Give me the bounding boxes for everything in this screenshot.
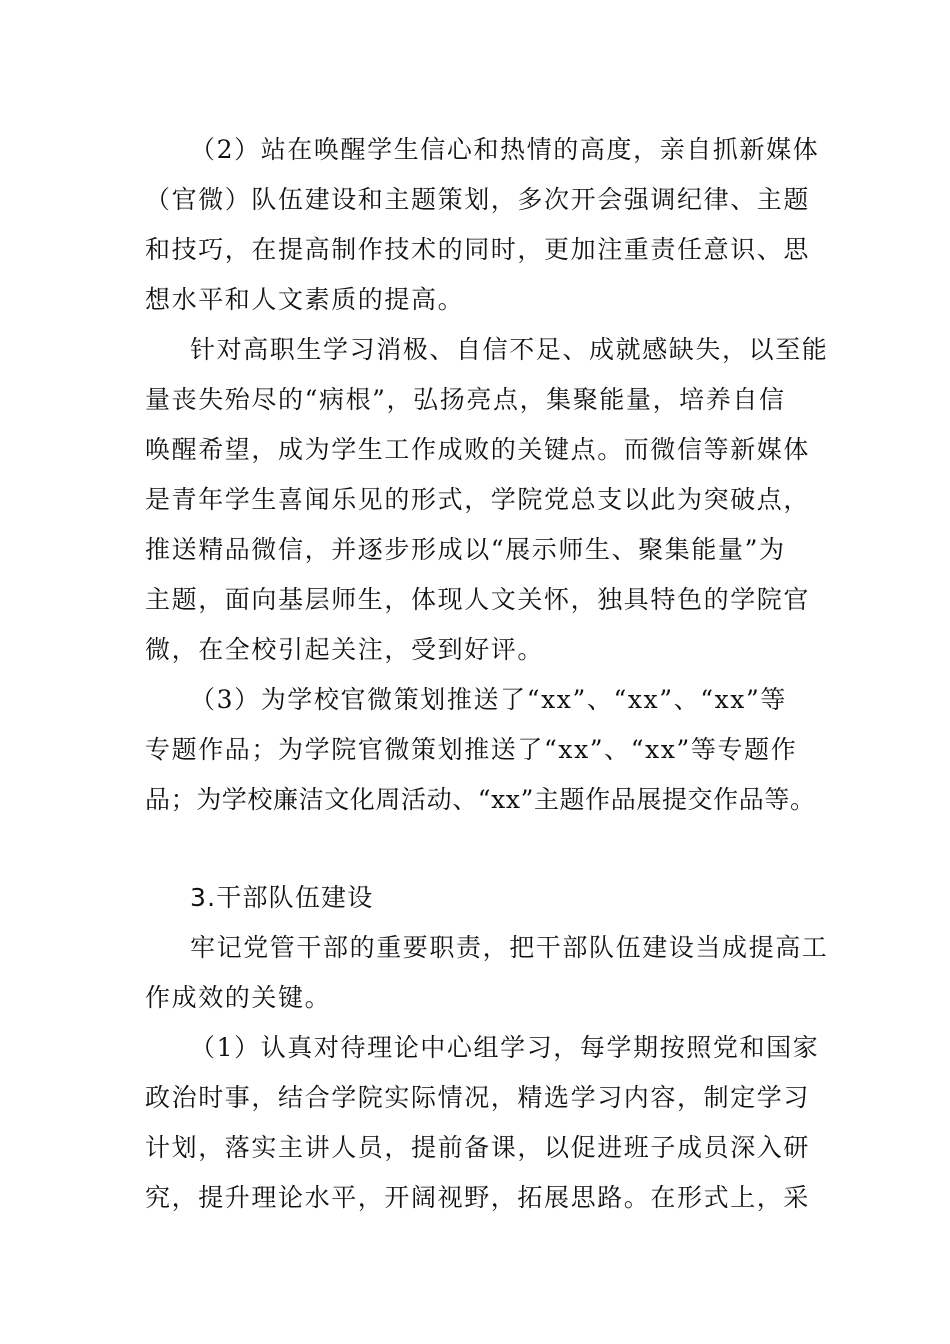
paragraph-line: （官微）队伍建设和主题策划，多次开会强调纪律、主题 (145, 185, 811, 214)
paragraph-line: 牢记党管干部的重要职责，把干部队伍建设当成提高工 (190, 933, 829, 962)
paragraph-line: 政治时事，结合学院实际情况，精选学习内容，制定学习 (145, 1083, 811, 1112)
paragraph-line: 想水平和人文素质的提高。 (145, 285, 465, 314)
paragraph-line: 主题，面向基层师生，体现人文关怀，独具特色的学院官 (145, 585, 811, 614)
paragraph-line: 唤醒希望，成为学生工作成败的关键点。而微信等新媒体 (145, 435, 811, 464)
paragraph-line: （1）认真对待理论中心组学习，每学期按照党和国家 (190, 1033, 820, 1062)
paragraph-line: 推送精品微信，并逐步形成以“展示师生、聚集能量”为 (145, 535, 786, 564)
paragraph-line: （2）站在唤醒学生信心和热情的高度，亲自抓新媒体 (190, 135, 820, 164)
section-heading: 3.干部队伍建设 (190, 883, 374, 912)
paragraph-line: 究，提升理论水平，开阔视野，拓展思路。在形式上，采 (145, 1183, 811, 1212)
paragraph-line: 专题作品；为学院官微策划推送了“xx”、“xx”等专题作 (145, 735, 798, 764)
paragraph-line: 量丧失殆尽的“病根”，弘扬亮点，集聚能量，培养自信 (145, 385, 786, 414)
paragraph-line: 微，在全校引起关注，受到好评。 (145, 635, 545, 664)
paragraph-line: 计划，落实主讲人员，提前备课，以促进班子成员深入研 (145, 1133, 811, 1162)
paragraph-line: 针对高职生学习消极、自信不足、成就感缺失，以至能 (190, 335, 829, 364)
paragraph-line: 和技巧，在提高制作技术的同时，更加注重责任意识、思 (145, 235, 811, 264)
paragraph-line: 作成效的关键。 (145, 983, 332, 1012)
paragraph-line: 是青年学生喜闻乐见的形式，学院党总支以此为突破点， (145, 485, 811, 514)
paragraph-line: （3）为学校官微策划推送了“xx”、“xx”、“xx”等 (190, 685, 787, 714)
paragraph-line: 品；为学校廉洁文化周活动、“xx”主题作品展提交作品等。 (145, 785, 816, 814)
